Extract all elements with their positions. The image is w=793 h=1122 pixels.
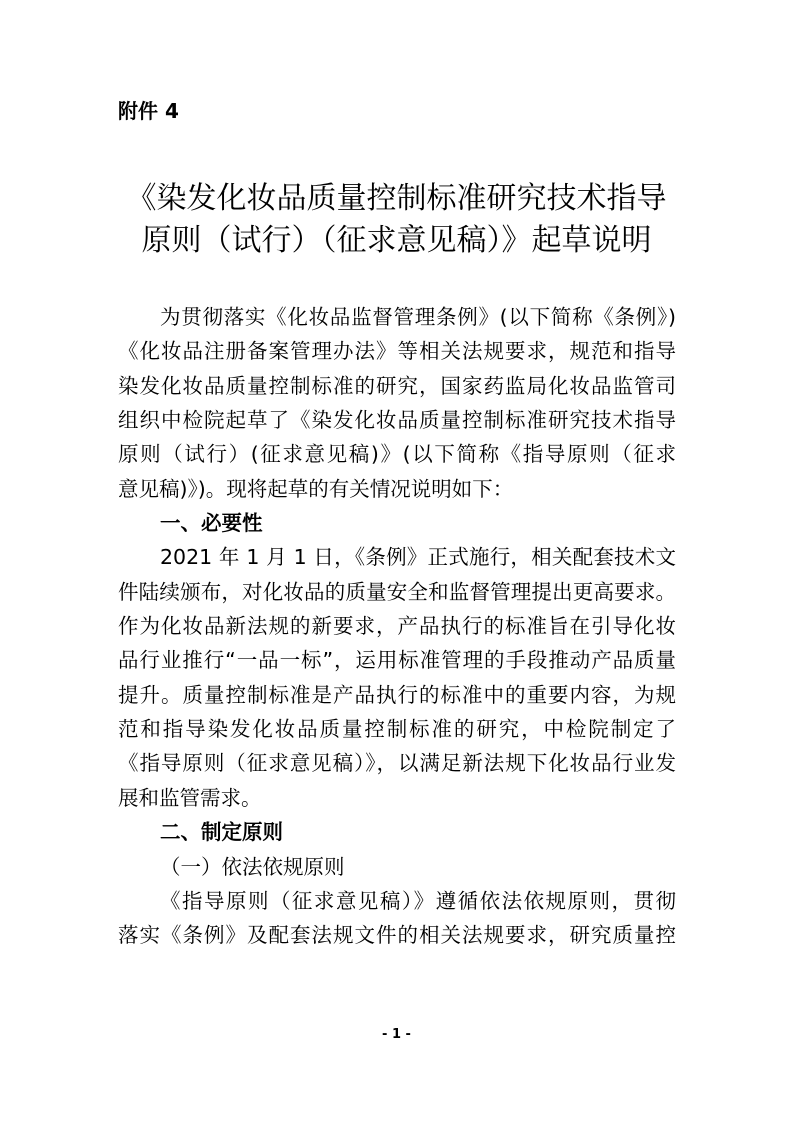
section-heading: 一、必要性	[160, 511, 263, 536]
document-title-line-1: 《染发化妆品质量控制标准研究技术指导	[126, 181, 667, 216]
paragraph-line: 作为化妆品新法规的新要求，产品执行的标准旨在引导化妆	[118, 614, 676, 639]
page-number: - 1 -	[382, 1027, 411, 1042]
paragraph-line: 展和监管需求。	[118, 785, 262, 810]
paragraph-line: 范和指导染发化妆品质量控制标准的研究，中检院制定了	[118, 717, 676, 742]
paragraph-line: 染发化妆品质量控制标准的研究，国家药监局化妆品监管司	[118, 373, 676, 398]
section-heading: 二、制定原则	[160, 820, 283, 845]
paragraph-line: 品行业推行“一品一标”，运用标准管理的手段推动产品质量	[118, 648, 676, 673]
paragraph-line: （一）依法依规原则	[160, 854, 345, 879]
document-title-line-2: 原则（试行）（征求意见稿）》起草说明	[141, 223, 652, 258]
paragraph-line: 原则（试行）(征求意见稿)》(以下简称《指导原则（征求	[118, 442, 676, 467]
attachment-label: 附件 4	[118, 99, 179, 123]
paragraph-line: 件陆续颁布，对化妆品的质量安全和监督管理提出更高要求。	[118, 579, 676, 604]
document-body	[118, 300, 676, 953]
paragraph-line: 为贯彻落实《化妆品监督管理条例》(以下简称《条例》)	[160, 305, 676, 329]
paragraph-line: 《化妆品注册备案管理办法》等相关法规要求，规范和指导	[118, 339, 676, 364]
paragraph-line: 《指导原则（征求意见稿）》，以满足新法规下化妆品行业发	[118, 751, 676, 776]
paragraph-line: 落实《条例》及配套法规文件的相关法规要求，研究质量控	[118, 923, 676, 948]
paragraph-line: 《指导原则（征求意见稿）》遵循依法依规原则，贯彻	[160, 888, 676, 913]
paragraph-line: 组织中检院起草了《染发化妆品质量控制标准研究技术指导	[118, 408, 676, 433]
paragraph-line: 2021 年 1 月 1 日，《条例》正式施行，相关配套技术文	[160, 545, 676, 570]
paragraph-line: 意见稿)》)。现将起草的有关情况说明如下：	[118, 476, 514, 501]
paragraph-line: 提升。质量控制标准是产品执行的标准中的重要内容，为规	[118, 682, 676, 707]
